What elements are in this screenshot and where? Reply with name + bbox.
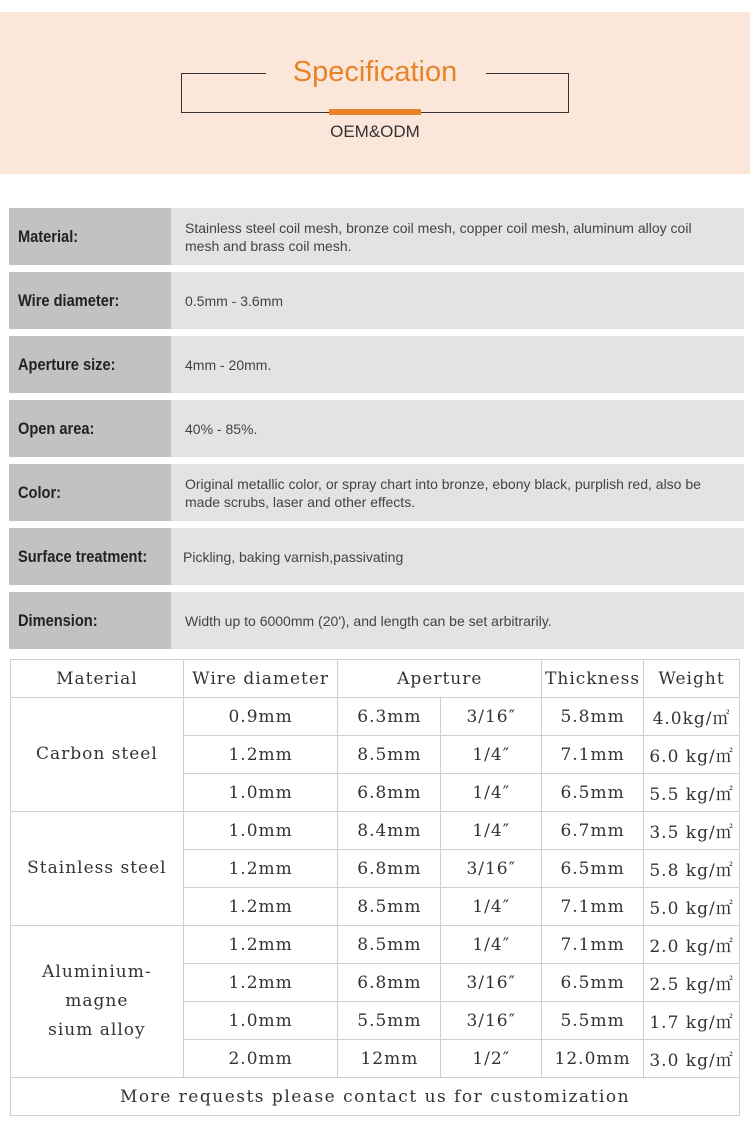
spec-value: 0.5mm - 3.6mm [185,292,284,309]
wire-cell: 1.2mm [183,926,338,964]
column-header: Thickness [542,660,644,698]
material-line: sium alloy [48,1020,146,1040]
column-header: Aperture [338,660,542,698]
aperture-in-cell: 1/4″ [441,774,542,812]
table-row [11,812,740,850]
material-cell: Stainless steel [11,812,184,926]
table-header-row [11,660,740,698]
material-cell: Carbon steel [11,698,184,812]
spec-value: Original metallic color, or spray chart into bronze, ebony black, purplish red, also be made scrubs, laser and other effects. [185,475,701,510]
spec-label: Wire diameter: [9,272,171,329]
aperture-in-cell: 3/16″ [441,1002,542,1040]
title-accent-bar [329,109,421,115]
aperture-in-cell: 1/2″ [441,1040,542,1078]
spec-row-material [9,208,744,265]
spec-value: 40% - 85%. [185,420,258,437]
weight-cell: 2.0 kg/㎡ [644,926,740,964]
aperture-mm-cell: 8.4mm [338,812,441,850]
aperture-mm-cell: 8.5mm [338,888,441,926]
wire-cell: 1.2mm [183,736,338,774]
spec-value: 4mm - 20mm. [185,356,272,373]
spec-row-surface-treatment [9,528,744,585]
page-subtitle: OEM&ODM [330,122,420,141]
material-cell [11,926,184,1078]
spec-table [10,659,740,1116]
table-footer-row [11,1078,740,1116]
thickness-cell: 7.1mm [542,888,644,926]
table-row [11,698,740,736]
thickness-cell: 5.5mm [542,1002,644,1040]
spec-row-wire-diameter [9,272,744,329]
wire-cell: 1.0mm [183,1002,338,1040]
thickness-cell: 6.5mm [542,964,644,1002]
wire-cell: 1.0mm [183,812,338,850]
weight-cell: 5.8 kg/㎡ [644,850,740,888]
weight-cell: 4.0kg/㎡ [644,698,740,736]
aperture-in-cell: 3/16″ [441,964,542,1002]
spec-label: Aperture size: [9,336,171,393]
wire-cell: 1.2mm [183,850,338,888]
page-title: Specification [292,56,458,88]
wire-cell: 2.0mm [183,1040,338,1078]
column-header: Wire diameter [183,660,338,698]
customization-note: More requests please contact us for customization [11,1078,740,1116]
column-header: Weight [644,660,740,698]
aperture-in-cell: 1/4″ [441,888,542,926]
aperture-in-cell: 3/16″ [441,698,542,736]
wire-cell: 1.2mm [183,964,338,1002]
thickness-cell: 6.5mm [542,850,644,888]
wire-cell: 1.0mm [183,774,338,812]
column-header: Material [11,660,184,698]
weight-cell: 2.5 kg/㎡ [644,964,740,1002]
spec-label: Dimension: [9,592,171,649]
aperture-mm-cell: 6.8mm [338,964,441,1002]
wire-cell: 1.2mm [183,888,338,926]
spec-value: Stainless steel coil mesh, bronze coil mesh, copper coil mesh, aluminum alloy coil mesh and brass coil mesh. [185,219,692,254]
thickness-cell: 7.1mm [542,926,644,964]
header-banner [0,12,750,174]
spec-label: Material: [9,208,171,265]
thickness-cell: 7.1mm [542,736,644,774]
aperture-mm-cell: 6.3mm [338,698,441,736]
aperture-in-cell: 1/4″ [441,736,542,774]
spec-label: Color: [9,464,171,521]
aperture-in-cell: 3/16″ [441,850,542,888]
weight-cell: 5.5 kg/㎡ [644,774,740,812]
aperture-in-cell: 1/4″ [441,812,542,850]
aperture-mm-cell: 6.8mm [338,850,441,888]
weight-cell: 1.7 kg/㎡ [644,1002,740,1040]
thickness-cell: 6.5mm [542,774,644,812]
thickness-cell: 5.8mm [542,698,644,736]
material-line: Aluminium-magne [42,962,152,1011]
weight-cell: 5.0 kg/㎡ [644,888,740,926]
wire-cell: 0.9mm [183,698,338,736]
weight-cell: 3.0 kg/㎡ [644,1040,740,1078]
aperture-mm-cell: 8.5mm [338,736,441,774]
thickness-cell: 6.7mm [542,812,644,850]
aperture-mm-cell: 12mm [338,1040,441,1078]
spec-row-color [9,464,744,521]
thickness-cell: 12.0mm [542,1040,644,1078]
spec-label: Surface treatment: [9,528,171,585]
spec-row-aperture-size [9,336,744,393]
table-row [11,926,740,964]
weight-cell: 3.5 kg/㎡ [644,812,740,850]
aperture-mm-cell: 5.5mm [338,1002,441,1040]
weight-cell: 6.0 kg/㎡ [644,736,740,774]
spec-label: Open area: [9,400,171,457]
aperture-mm-cell: 8.5mm [338,926,441,964]
spec-row-open-area [9,400,744,457]
aperture-in-cell: 1/4″ [441,926,542,964]
spec-row-dimension [9,592,744,649]
spec-value: Width up to 6000mm (20'), and length can be set arbitrarily. [185,612,552,629]
aperture-mm-cell: 6.8mm [338,774,441,812]
spec-value: Pickling, baking varnish,passivating [183,548,404,565]
